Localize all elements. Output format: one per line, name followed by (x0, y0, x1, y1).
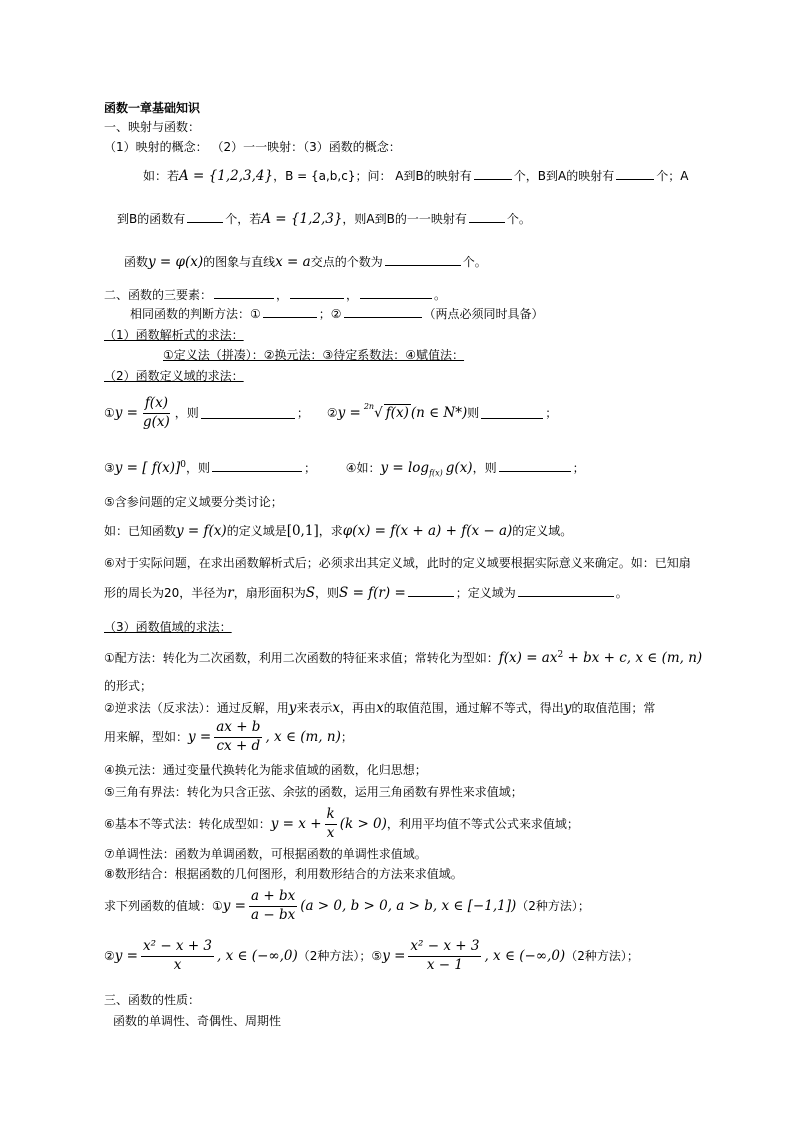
text: 的图象与直线 (203, 255, 276, 269)
text: ，再由 (340, 701, 377, 715)
answer-blank[interactable] (214, 287, 274, 299)
text: ，则 (186, 461, 211, 475)
text: 。 (615, 586, 628, 600)
range-method-2 (104, 700, 655, 717)
text: ； (304, 461, 317, 475)
text: ； (545, 405, 558, 420)
fraction (214, 720, 262, 754)
text: A到B的映射有 (395, 169, 472, 183)
section-1-heading: 一、映射与函数： (104, 120, 201, 134)
math: (a > 0, b > 0, a > b, x ∈ [−1,1]) (300, 897, 517, 914)
section-3-heading: 三、函数的性质： (104, 993, 201, 1007)
answer-blank[interactable] (499, 460, 571, 472)
radical-sign: √ (374, 404, 383, 421)
function-properties: 函数的单调性、奇偶性、周期性 (113, 1014, 282, 1028)
text: ； (296, 405, 309, 420)
log-base: f(x) (429, 468, 443, 478)
math: y = φ(x) (148, 254, 204, 270)
text: ，求 (318, 524, 343, 538)
text: 个，B到A的映射有 (513, 169, 615, 183)
text: ，则A到B的一一映射有 (342, 212, 467, 226)
range-method-4: ④换元法：通过变量代换转化为能求值域的函数，化归思想； (104, 763, 427, 777)
fraction (249, 889, 297, 923)
text: ，B = {a,b,c}；问： (273, 169, 392, 183)
text: ；② (318, 307, 342, 321)
math: y = (382, 947, 406, 964)
math: , x ∈ (−∞,0) (484, 947, 566, 964)
denominator: cx + d (216, 737, 261, 754)
math: [0,1] (286, 523, 319, 539)
numerator: x² − x + 3 (408, 939, 481, 957)
domain-items-1-2 (104, 396, 557, 430)
text: 函数 (124, 255, 149, 269)
same-function-line (130, 306, 544, 322)
math: y = (188, 728, 212, 745)
exponent: 2 (557, 650, 564, 660)
text: ③ (104, 461, 115, 475)
math: y = f(x) (176, 523, 227, 539)
text: 到B的函数有 (117, 212, 186, 226)
answer-blank[interactable] (290, 287, 344, 299)
text: ④如： (345, 461, 381, 475)
text: 来表示 (296, 701, 333, 715)
range-method-6 (104, 807, 579, 841)
denominator: a − bx (251, 906, 296, 923)
text: ，则 (315, 586, 340, 600)
text: ① (104, 405, 115, 420)
text: ①配方法：转化为二次函数，利用二次函数的特征来求值；常转化为型如： (104, 651, 499, 665)
document-title: 函数一章基础知识 (104, 101, 201, 115)
math: x = a (275, 254, 311, 270)
answer-blank[interactable] (481, 407, 543, 419)
text: 的定义域。 (512, 524, 573, 538)
text: ， (346, 288, 359, 302)
text: ；定义域为 (455, 586, 516, 600)
answer-blank[interactable] (187, 211, 223, 223)
numerator: a + bx (249, 889, 297, 907)
text: 如：已知函数 (104, 524, 177, 538)
numerator: x² − x + 3 (141, 939, 214, 957)
denominator: x (173, 956, 182, 973)
text: （2种方法）； (516, 898, 590, 913)
text: （2种方法）； (565, 948, 639, 963)
answer-blank[interactable] (212, 460, 302, 472)
denominator: x − 1 (426, 956, 463, 973)
concepts-line: （1）映射的概念： （2）一一映射：（3）函数的概念： (104, 140, 401, 154)
fraction (141, 396, 172, 430)
text: 二、函数的三要素： (104, 288, 213, 302)
domain-item-6-line-2 (104, 585, 628, 602)
math: y = (114, 947, 138, 964)
answer-blank[interactable] (263, 306, 317, 318)
answer-blank[interactable] (360, 287, 432, 299)
math: , x ∈ (−∞,0) (217, 947, 298, 964)
intersection-example (124, 254, 487, 271)
text: 相同函数的判断方法：① (130, 307, 261, 321)
numerator: ax + b (214, 720, 262, 738)
mapping-example-line-2 (117, 211, 531, 228)
root-index: 2n (363, 402, 375, 412)
numerator: f(x) (143, 396, 170, 414)
text: 的定义域是 (226, 524, 287, 538)
answer-blank[interactable] (518, 585, 614, 597)
text: 个；A (656, 169, 689, 183)
answer-blank[interactable] (616, 168, 654, 180)
text: ⑥基本不等式法：转化成型如： (104, 816, 271, 831)
text: ，则 (472, 461, 497, 475)
math: S = f(r) = (339, 585, 406, 601)
math: S (305, 585, 316, 601)
math-set-a: A = {1,2,3} (261, 211, 343, 227)
math: y = x + (270, 815, 322, 832)
math: φ(x) = f(x + a) + f(x − a) (342, 523, 513, 539)
domain-item-5: ⑤含参问题的定义域要分类讨论； (104, 495, 283, 509)
text: ②逆求法（反求法）：通过反解，用 (104, 701, 289, 715)
domain-example (104, 523, 572, 540)
text: ② (104, 948, 115, 963)
range-method-1 (104, 650, 702, 667)
radicand: f(x) (385, 405, 409, 422)
range-method-2-cont (104, 720, 353, 754)
subsection-3: （3）函数值域的求法： (104, 620, 232, 634)
section-2-heading (104, 287, 446, 303)
answer-blank[interactable] (344, 306, 422, 318)
math: x (332, 700, 341, 716)
answer-blank[interactable] (474, 168, 512, 180)
exponent: 0 (180, 460, 186, 470)
text: 交点的个数为 (310, 255, 383, 269)
text: ， (276, 288, 289, 302)
text: 的取值范围，通过解不等式，得出 (383, 701, 564, 715)
range-exercise-2 (104, 939, 639, 973)
math: y = log (380, 460, 430, 476)
math: y = (222, 897, 246, 914)
text: 求下列函数的值域：① (104, 898, 223, 913)
math: r (227, 585, 234, 601)
text: 如：若 (143, 169, 180, 183)
text: ，扇形面积为 (233, 586, 306, 600)
text: 用来解，型如： (104, 729, 189, 744)
text: （2种方法）；⑤ (297, 948, 383, 963)
fraction (141, 939, 214, 973)
text: 则 (467, 405, 480, 420)
math: g(x) (445, 460, 473, 476)
text: 形的周长为20，半径为 (104, 586, 228, 600)
answer-blank[interactable] (408, 585, 454, 597)
text: 。 (434, 288, 447, 302)
math: f(x) = ax (498, 650, 558, 666)
answer-blank[interactable] (201, 407, 295, 419)
math-set-a: A = {1,2,3,4} (179, 168, 274, 184)
text: ，则 (174, 405, 199, 420)
text: 个，若 (225, 212, 262, 226)
text: ①定义法（拼凑）：②换元法：③待定系数法：④赋值法： (163, 348, 465, 362)
numerator: k (325, 807, 337, 825)
math: y = [ f(x)] (114, 460, 181, 476)
math: (k > 0) (339, 815, 387, 832)
math: , x ∈ (m, n) (265, 728, 341, 745)
range-method-1-cont: 的形式； (104, 679, 153, 693)
fraction (325, 807, 337, 841)
subsection-1: （1）函数解析式的求法： (104, 328, 244, 342)
text: 的取值范围；常 (571, 701, 656, 715)
domain-item-6-line-1: ⑥对于实际问题，在求出函数解析式后；必须求出其定义域，此时的定义域要根据实际意义来确定。如：已知扇 (104, 556, 691, 570)
math: y (563, 700, 572, 716)
text: ； (572, 461, 585, 475)
range-method-7: ⑦单调性法：函数为单调函数，可根据函数的单调性求值域。 (104, 847, 427, 861)
analytic-methods (163, 348, 464, 363)
math: (n ∈ N*) (410, 404, 468, 421)
mapping-example-line-1 (143, 168, 688, 185)
range-exercise-1 (104, 889, 590, 923)
text: ，利用平均值不等式公式来求值域； (386, 816, 579, 831)
text: （两点必须同时具备） (423, 307, 544, 321)
range-method-5: ⑤三角有界法：转化为只含正弦、余弦的函数，运用三角函数有界性来求值域； (104, 785, 523, 799)
subsection-2: （2）函数定义域的求法： (104, 369, 244, 383)
text: 个。 (462, 255, 487, 269)
fraction (408, 939, 481, 973)
range-method-8: ⑧数形结合：根据函数的几何图形，利用数形结合的方法来求值域。 (104, 867, 463, 881)
math: x (376, 700, 384, 716)
denominator: g(x) (143, 413, 170, 430)
math: + bx + c, x ∈ (m, n) (563, 650, 703, 666)
domain-items-3-4 (104, 460, 585, 478)
text: ； (340, 729, 353, 744)
answer-blank[interactable] (469, 211, 505, 223)
denominator: x (326, 824, 335, 841)
answer-blank[interactable] (385, 254, 461, 266)
math: y = (114, 404, 138, 421)
text: 个。 (506, 212, 531, 226)
math: y (288, 700, 297, 716)
text: ② (326, 405, 338, 420)
math: y = (337, 404, 361, 421)
